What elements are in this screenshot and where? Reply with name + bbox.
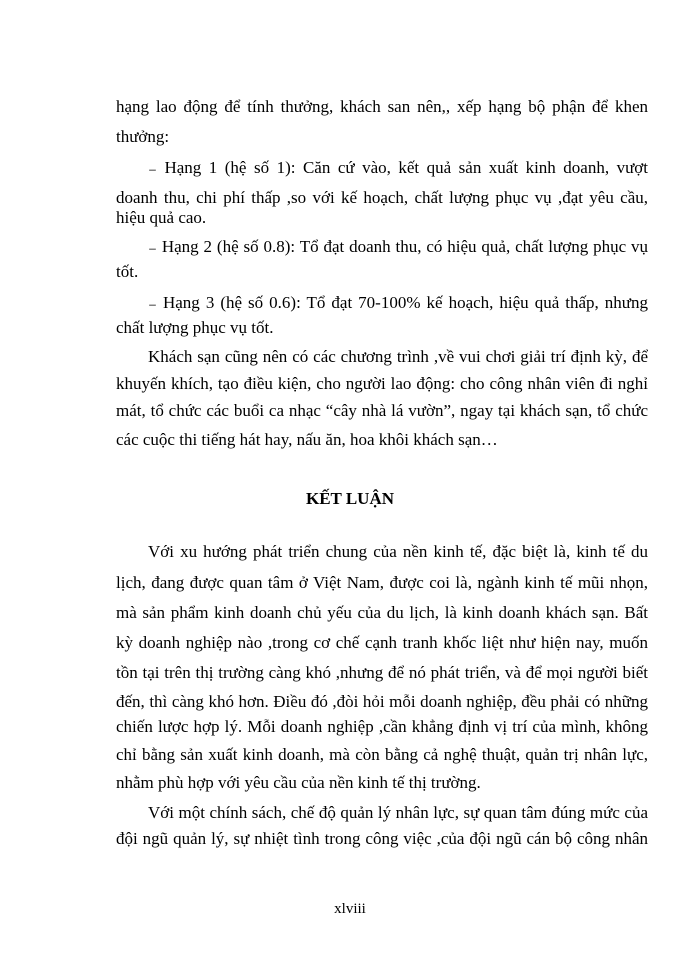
paragraph-line: Với xu hướng phát triển chung của nền kinh tế, đặc biệt là, kinh tế du <box>148 542 648 561</box>
page-number: xlviii <box>334 901 366 917</box>
section-heading: KẾT LUẬN <box>305 489 394 508</box>
paragraph-line: tốt. <box>116 262 139 281</box>
rank-3-item: ₋ Hạng 3 (hệ số 0.6): Tổ đạt 70-100% kế hoạch, hiệu quả thấp, nhưng <box>148 293 648 312</box>
paragraph-line: Khách sạn cũng nên có các chương trình ,về vui chơi giải trí định kỳ, để <box>148 347 648 366</box>
paragraph-line: lịch, đang được quan tâm ở Việt Nam, được coi là, ngành kinh tế mũi nhọn, <box>116 573 648 592</box>
paragraph-line: chiến lược hợp lý. Mỗi doanh nghiệp ,cần khẳng định vị trí của mình, không <box>116 717 648 736</box>
paragraph-line: nhằm phù hợp với yêu cầu của nền kinh tế thị trường. <box>116 773 481 792</box>
paragraph-line: các cuộc thi tiếng hát hay, nấu ăn, hoa khôi khách sạn… <box>116 430 498 449</box>
paragraph-line: khuyến khích, tạo điều kiện, cho người lao động: cho công nhân viên đi nghỉ <box>116 374 648 393</box>
rank-2-item: ₋ Hạng 2 (hệ số 0.8): Tổ đạt doanh thu, có hiệu quả, chất lượng phục vụ <box>148 237 648 256</box>
paragraph-line: đến, thì càng khó hơn. Điều đó ,đòi hỏi mỗi doanh nghiệp, đều phải có những <box>116 692 648 711</box>
rank-1-item: ₋ Hạng 1 (hệ số 1): Căn cứ vào, kết quả sản xuất kinh doanh, vượt <box>148 158 648 177</box>
paragraph-line: chất lượng phục vụ tốt. <box>116 318 274 337</box>
paragraph-line: đội ngũ quản lý, sự nhiệt tình trong công việc ,của đội ngũ cán bộ công nhân <box>116 829 648 848</box>
paragraph-line: Với một chính sách, chế độ quản lý nhân lực, sự quan tâm đúng mức của <box>148 803 648 822</box>
paragraph-line: mà sản phẩm kinh doanh chủ yếu của du lịch, là kinh doanh khách sạn. Bất <box>116 603 648 622</box>
paragraph-line: tồn tại trên thị trường càng khó ,nhưng để nó phát triển, và để mọi người biết <box>116 663 648 682</box>
paragraph-line: thưởng: <box>116 127 170 146</box>
paragraph-line: kỳ doanh nghiệp nào ,trong cơ chế cạnh tranh khốc liệt như hiện nay, muốn <box>116 633 648 652</box>
paragraph-line: mát, tổ chức các buổi ca nhạc “cây nhà lá vườn”, ngay tại khách sạn, tổ chức <box>116 401 648 420</box>
paragraph-line: chỉ bằng sản xuất kinh doanh, mà còn bằng cả nghệ thuật, quản trị nhân lực, <box>116 745 648 764</box>
paragraph-line: hiệu quả cao. <box>116 208 207 227</box>
paragraph-line: hạng lao động để tính thưởng, khách san nên,, xếp hạng bộ phận để khen <box>116 97 648 116</box>
paragraph-line: doanh thu, chi phí thấp ,so với kế hoạch, chất lượng phục vụ ,đạt yêu cầu, <box>116 188 648 207</box>
